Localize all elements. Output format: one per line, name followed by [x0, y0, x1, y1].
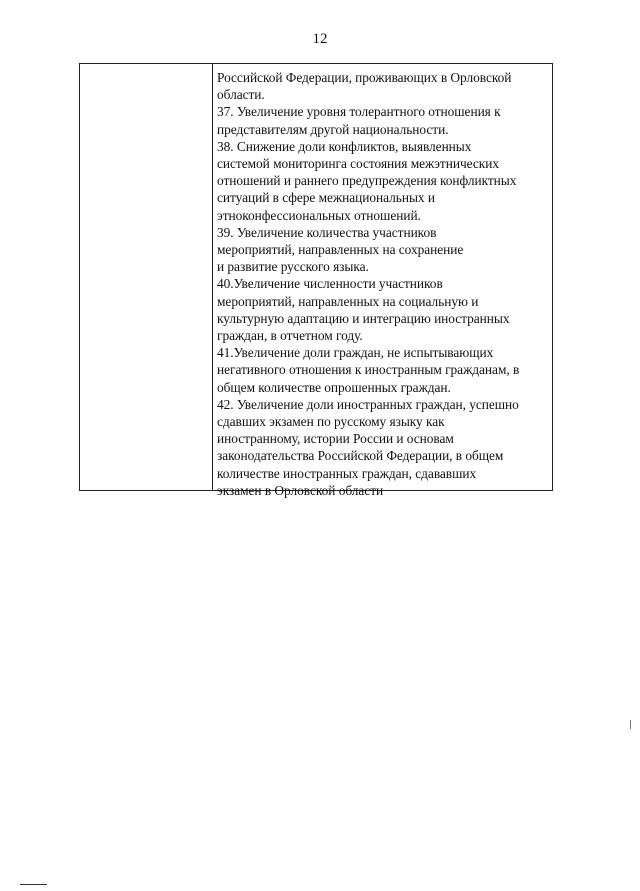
- text-line: представителям другой национальности.: [217, 121, 449, 137]
- text-line: этноконфессиональных отношений.: [217, 207, 421, 223]
- text-line: граждан, в отчетном году.: [217, 328, 363, 344]
- text-line: 39. Увеличение количества участников: [217, 224, 437, 240]
- text-line: и развитие русского языка.: [217, 259, 369, 275]
- text-line: 38. Снижение доли конфликтов, выявленных: [217, 138, 472, 154]
- text-line: 41.Увеличение доли граждан, не испытывающих: [217, 345, 494, 361]
- left-cell: [80, 64, 213, 490]
- text-line: 37. Увеличение уровня толерантного отношения к: [217, 104, 501, 120]
- indicators-table: [79, 63, 553, 498]
- text-line: мероприятий, направленных на сохранение: [217, 242, 464, 258]
- right-cell: [217, 69, 551, 499]
- text-line: системой мониторинга состояния межэтнических: [217, 156, 499, 172]
- text-line: законодательства Российской Федерации, в общем: [217, 448, 504, 464]
- text-line: отношений и раннего предупреждения конфликтных: [217, 173, 517, 189]
- text-line: культурную адаптацию и интеграцию иностранных: [217, 310, 510, 326]
- scan-artifact: [630, 720, 631, 729]
- text-line: области.: [217, 87, 265, 103]
- footer-rule: [20, 884, 47, 885]
- text-line: экзамен в Орловской области: [217, 482, 384, 498]
- text-line: количестве иностранных граждан, сдававших: [217, 465, 477, 481]
- text-line: сдавших экзамен по русскому языку как: [217, 414, 445, 430]
- text-line: общем количестве опрошенных граждан.: [217, 379, 451, 395]
- text-line: ситуаций в сфере межнациональных и: [217, 190, 435, 206]
- text-line: 42. Увеличение доли иностранных граждан, успешно: [217, 396, 519, 412]
- text-line: Российской Федерации, проживающих в Орловской: [217, 70, 512, 85]
- text-line: иностранному, истории России и основам: [217, 431, 454, 447]
- page-number: 12: [312, 31, 328, 47]
- text-line: 40.Увеличение численности участников: [217, 276, 443, 292]
- text-line: мероприятий, направленных на социальную и: [217, 293, 479, 309]
- text-line: негативного отношения к иностранным гражданам, в: [217, 362, 520, 378]
